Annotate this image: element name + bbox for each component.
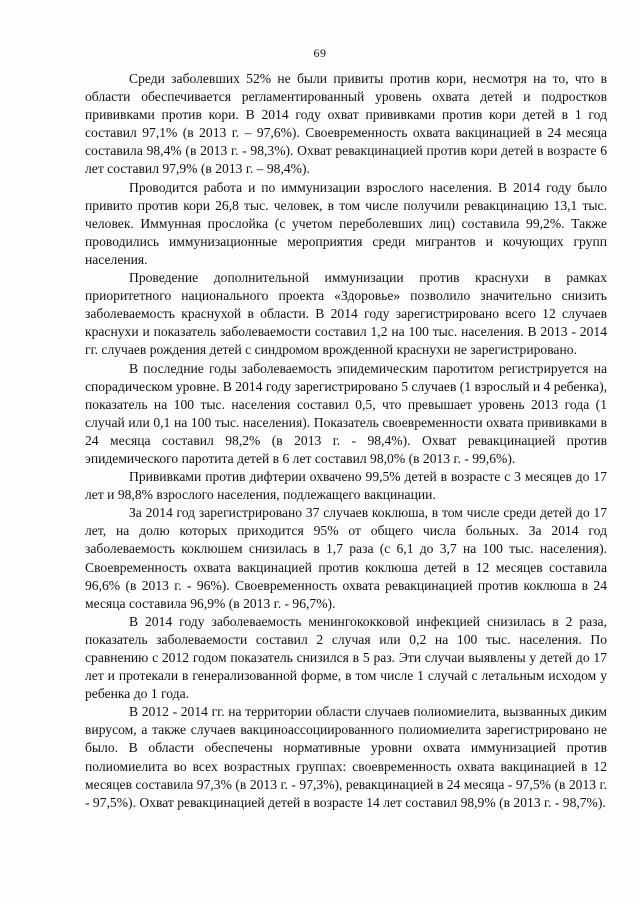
page-number: 69 [313, 46, 327, 60]
paragraph-measles-children: Среди заболевших 52% не были привиты против кори, несмотря на то, что в области обеспечивается регламентированный уровень охвата детей и подростков прививками против кори. В 2014 году охват прививками против кори детей в 1 год составил 97,1% (в 2013 г. – 97,6%). Своевременность охвата вакцинацией в 24 месяца составила 98,4% (в 2013 г. - 98,3%). Охват ревакцинацией против кори детей в возрасте 6 лет составил 97,9% (в 2013 г. – 98,4%). [85, 71, 607, 177]
paragraph-measles-adults: Проводится работа и по иммунизации взрослого населения. В 2014 году было привито против кори 26,8 тыс. человек, в том числе получили ревакцинацию 13,1 тыс. человек. Иммунная прослойка (с учетом переболевших лиц) составила 99,2%. Также проводились иммунизационные мероприятия среди мигрантов и кочующих групп населения. [85, 179, 607, 267]
paragraph-diphtheria: Прививками против дифтерии охвачено 99,5% детей в возрасте с 3 месяцев до 17 лет и 98,8% взрослого населения, подлежащего вакцинации. [85, 469, 607, 503]
document-body [85, 70, 607, 812]
paragraph-polio: В 2012 - 2014 гг. на территории области случаев полиомиелита, вызванных диким вирусом, а также случаев вакциноассоциированного полиомиелита зарегистрировано не было. В области обеспечены нормативные уровни охвата иммунизацией против полиомиелита во всех возрастных группах: своевременность охвата вакцинацией в 12 месяцев составила 97,3% (в 2013 г. - 97,3%), ревакцинацией в 24 месяца - 97,5% (в 2013 г. - 97,5%). Охват ревакцинацией детей в возрасте 14 лет составил 98,9% (в 2013 г. - 98,7%). [85, 704, 607, 810]
paragraph-meningococcal: В 2014 году заболеваемость менингококковой инфекцией снизилась в 2 раза, показатель заболеваемости составил 2 случая или 0,2 на 100 тыс. населения. По сравнению с 2012 годом показатель снизился в 5 раз. Эти случаи выявлены у детей до 17 лет и протекали в генерализованной форме, в том числе 1 случай с летальным исходом у ребенка до 1 года. [85, 613, 607, 702]
paragraph-rubella: Проведение дополнительной иммунизации против краснухи в рамках приоритетного национального проекта «Здоровье» позволило значительно снизить заболеваемость краснухой в области. В 2014 году зарегистрировано всего 12 случаев краснухи и показатель заболеваемости составил 1,2 на 100 тыс. населения. В 2013 - 2014 гг. случаев рождения детей с синдромом врожденной краснухи не зарегистрировано. [85, 270, 607, 358]
paragraph-mumps: В последние годы заболеваемость эпидемическим паротитом регистрируется на спорадическом уровне. В 2014 году зарегистрировано 5 случаев (1 взрослый и 4 ребенка), показатель на 100 тыс. населения составил 0,5, что превышает уровень 2013 года (1 случай или 0,1 на 100 тыс. населения). Показатель своевременности охвата прививками в 24 месяца составил 98,2% (в 2013 г. - 98,4%). Охват ревакцинацией против эпидемического паротита детей в 6 лет составил 98,0% (в 2013 г. - 99,6%). [85, 360, 607, 466]
paragraph-pertussis: За 2014 год зарегистрировано 37 случаев коклюша, в том числе среди детей до 17 лет, на долю которых приходится 95% от общего числа больных. За 2014 год заболеваемость коклюшем снизилась в 1,7 раза (с 6,1 до 3,7 на 100 тыс. населения). Своевременность охвата вакцинацией против коклюша детей в 12 месяцев составила 96,6% (в 2013 г. - 96%). Своевременность охвата ревакцинацией против коклюша в 24 месяца составила 96,9% (в 2013 г. - 96,7%). [85, 505, 607, 611]
